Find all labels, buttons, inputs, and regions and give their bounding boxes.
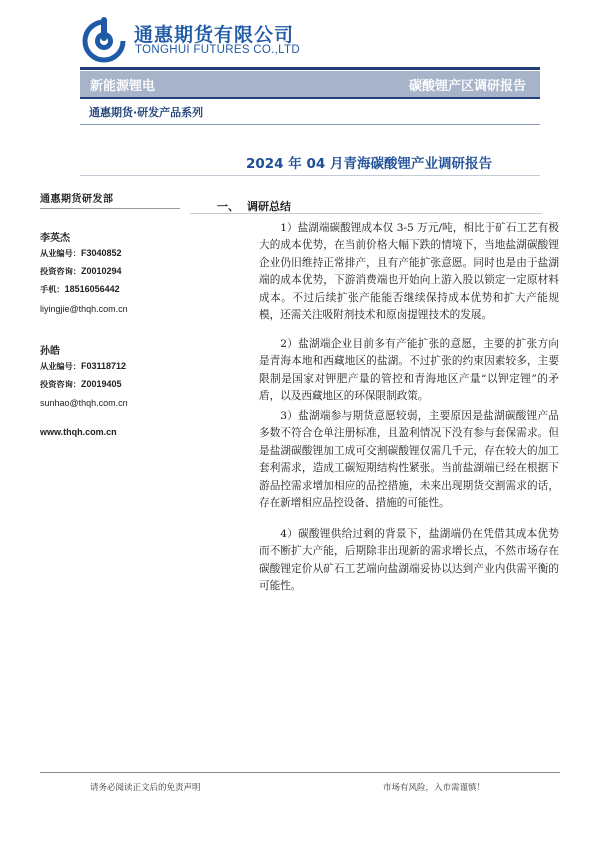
analyst-name: 李英杰 <box>40 233 70 244</box>
section-heading <box>217 198 291 214</box>
department-divider <box>40 208 180 209</box>
header-band <box>80 71 540 97</box>
analyst-email[interactable]: liyingjie@thqh.com.cn <box>40 304 128 314</box>
risk-warning: 市场有风险，入市需谨慎！ <box>383 783 486 793</box>
phone-number: 手机：18516056442 <box>40 284 120 294</box>
summary-paragraph-1: 1）盐湖端碳酸锂成本仅 3-5 万元/吨，相比于矿石工艺有极大的成本优势，在当前价格大幅下跌的情境下，当地盐湖碳酸锂企业仍旧维持正常排产，且有产能扩张意愿。同时也是由于盐湖端的成本优势，下游消费端也开始向上游入股以锁定一定原材料成本。不过后续扩张产能能否继续保持成本优势和扩大产能规模，还需关注吸附剂技术和原卤提锂技术的发展。 <box>259 222 559 322</box>
license-number: 从业编号：F03118712 <box>40 361 126 371</box>
advisory-number: 投资咨询：Z0010294 <box>40 266 122 276</box>
disclaimer-notice: 请务必阅读正文后的免责声明 <box>90 783 201 793</box>
company-name-en: TONGHUI FUTURES CO.,LTD <box>135 44 300 56</box>
license-number: 从业编号：F3040852 <box>40 248 122 258</box>
series-divider <box>80 124 540 125</box>
department-name: 通惠期货研发部 <box>40 194 114 205</box>
company-name-cn: 通惠期货有限公司 <box>134 24 295 46</box>
summary-paragraph-4: 4）碳酸锂供给过剩的背景下，盐湖端仍在凭借其成本优势而不断扩大产能，后期除非出现新的需求增长点，不然市场存在碳酸锂定价从矿石工艺端向盐湖端妥协以达到产业内供需平衡的可能性。 <box>259 528 559 593</box>
summary-paragraph-3: 3）盐湖端参与期货意愿较弱，主要原因是盐湖碳酸锂产品多数不符合仓单注册标准，且盈利情况下没有参与套保需求。但是盐湖碳酸锂加工成可交割碳酸锂仅需几千元，存在较大的加工套利需求，造成工碳短期结构性紧张。当前盐湖端已经在根据下游品控需求增加相应的品控措施，未来出现期货交割需求的话，存在新增相应品控设备、措施的可能性。 <box>259 410 559 510</box>
section-divider <box>190 213 542 214</box>
series-label: 通惠期货·研发产品系列 <box>89 106 204 119</box>
sector-label: 新能源锂电 <box>90 79 156 94</box>
company-website-link[interactable]: www.thqh.com.cn <box>40 427 117 437</box>
title-divider <box>80 175 540 176</box>
report-title: 2024 年 04 月青海碳酸锂产业调研报告 <box>246 156 492 172</box>
footer-divider <box>40 772 560 773</box>
summary-paragraph-2: 2）盐湖端企业目前多有产能扩张的意愿，主要的扩张方向是青海本地和西藏地区的盐湖。不过扩张的约束因素较多，主要限制是国家对钾肥产量的管控和青海地区产量“以钾定锂”的矛盾，以及西藏地区的环保限制政策。 <box>259 338 559 403</box>
analyst-email[interactable]: sunhao@thqh.com.cn <box>40 398 128 408</box>
header-band-top-rule <box>80 67 540 70</box>
section-number: 一、 <box>217 200 239 213</box>
section-title: 调研总结 <box>247 200 291 213</box>
advisory-number: 投资咨询：Z0019405 <box>40 379 122 389</box>
company-logo-icon <box>82 15 130 63</box>
report-type-label: 碳酸锂产区调研报告 <box>408 79 526 94</box>
header-band-bottom-rule <box>80 97 540 99</box>
analyst-name: 孙皓 <box>40 346 60 357</box>
